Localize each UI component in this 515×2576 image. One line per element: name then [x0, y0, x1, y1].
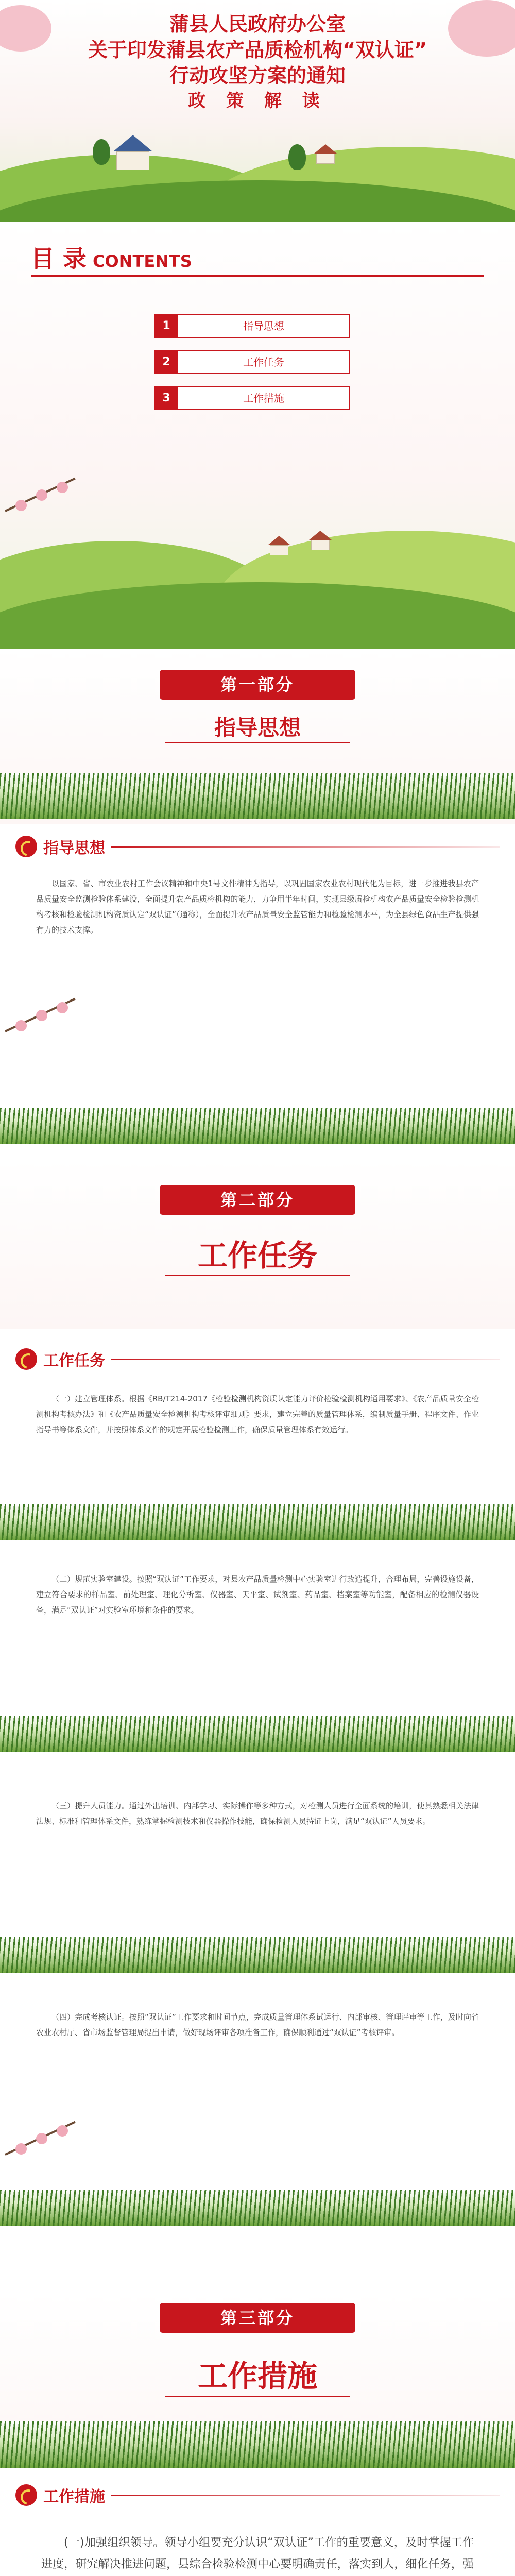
- toc-item-1[interactable]: [154, 314, 350, 338]
- toc-item-label: 工作措施: [178, 386, 350, 410]
- tree-decoration: [93, 139, 110, 165]
- blossom-branch-decoration: [5, 999, 88, 1061]
- house-decoration: [314, 144, 337, 164]
- part1-banner: [0, 649, 515, 824]
- house-decoration: [268, 536, 290, 555]
- part2-subhead-text: 工作任务: [43, 1352, 105, 1370]
- hero-title-line2: 关于印发蒲县农产品质检机构“双认证”: [88, 39, 427, 61]
- subhead-rule: [111, 2495, 500, 2496]
- part2-title-line: [165, 1275, 350, 1276]
- house-decoration: [309, 531, 332, 550]
- hero-title-line3: 行动攻坚方案的通知: [169, 64, 346, 87]
- part2-paragraph-2: （二）规范实验室建设。按照“双认证”工作要求，对县农产品质量检测中心实验室进行改造提升，合理布局，完善设施设备，建立符合要求的样品室、前处理室、理化分析室、仪器室、天平室、试剂室、药品室、档案室等功能室，配备相应的检测仪器设备，满足“双认证”对实验室环境和条件的要求。: [36, 1574, 479, 1615]
- part1-title-line: [165, 742, 350, 743]
- part3-pill: 第三部分: [160, 2303, 355, 2333]
- grass-decoration: [0, 1504, 515, 1540]
- part3-title: 工作措施: [197, 2359, 317, 2394]
- toc-heading-en: CONTENTS: [93, 251, 192, 271]
- hero-banner: [0, 0, 515, 222]
- tree-decoration: [288, 144, 306, 170]
- toc-item-number: 1: [154, 314, 178, 338]
- toc-heading-text: 目 录: [31, 245, 87, 273]
- blossom-branch-decoration: [5, 2123, 88, 2184]
- part2-paragraph-1: （一）建立管理体系。根据《RB/T214-2017《检验检测机构资质认定能力评价检验检测机构通用要求》、《农产品质量安全检测机构考核办法》和《农产品质量安全检测机构考核评审细则》要求，建立完善的质量管理体系，编制质量手册、程序文件、作业指导书等体系文件，并按照体系文件的规定开展检验检测工作，确保质量管理体系有效运行。: [36, 1394, 479, 1434]
- grass-decoration: [0, 1108, 515, 1144]
- part3-banner: [0, 2293, 515, 2468]
- grass-decoration: [0, 1716, 515, 1752]
- house-decoration: [113, 135, 152, 170]
- party-emblem-icon: [15, 2484, 37, 2506]
- toc-item-label: 工作任务: [178, 350, 350, 374]
- blossom-branch-decoration: [5, 479, 88, 541]
- part3-paragraph-1: (一)加强组织领导。领导小组要充分认识“双认证”工作的重要意义，及时掌握工作进度，研究解决推进问题，县综合检验检测中心要明确责任，落实到人，细化任务，强: [41, 2536, 474, 2571]
- part2-paragraph-3: （三）提升人员能力。通过外出培训、内部学习、实际操作等多种方式，对检测人员进行全面系统的培训，使其熟悉相关法律法规、标准和管理体系文件，熟练掌握检测技术和仪器操作技能，确保检测人员持证上岗，满足“双认证”人员要求。: [36, 1801, 479, 1826]
- grass-decoration: [0, 1937, 515, 1973]
- table-of-contents: [0, 222, 515, 649]
- part3-subhead-text: 工作措施: [43, 2488, 105, 2506]
- subhead-rule: [111, 1359, 500, 1360]
- toc-heading: [31, 240, 192, 274]
- part2-title: 工作任务: [197, 1238, 317, 1273]
- part1-pill: 第一部分: [160, 670, 355, 700]
- part1-subhead-text: 指导思想: [43, 839, 105, 857]
- toc-item-number: 3: [154, 386, 178, 410]
- part3-title-line: [165, 2396, 350, 2397]
- part1-subhead: [15, 832, 500, 861]
- hero-title-line4: 政 策 解 读: [188, 91, 327, 111]
- party-emblem-icon: [15, 1348, 37, 1370]
- subhead-rule: [111, 846, 500, 848]
- toc-item-3[interactable]: [154, 386, 350, 410]
- part2-subhead: [15, 1345, 500, 1374]
- grass-decoration: [0, 773, 515, 819]
- part3-subhead-1: [15, 2481, 500, 2510]
- grass-decoration: [0, 2190, 515, 2226]
- hero-title-line1: 蒲县人民政府办公室: [169, 13, 346, 36]
- part2-banner: [0, 1159, 515, 1329]
- part2-paragraph-4: （四）完成考核认证。按照“双认证”工作要求和时间节点，完成质量管理体系试运行、内部审核、管理评审等工作，及时向省农业农村厅、省市场监督管理局提出申请，做好现场评审各项准备工作，确保顺利通过“双认证”考核评审。: [36, 2012, 479, 2037]
- toc-item-label: 指导思想: [178, 314, 350, 338]
- toc-item-2[interactable]: [154, 350, 350, 374]
- part1-title: 指导思想: [214, 715, 301, 740]
- grass-decoration: [0, 2421, 515, 2468]
- toc-rule: [31, 275, 484, 277]
- part2-pill: 第二部分: [160, 1185, 355, 1215]
- part1-paragraph: 以国家、省、市农业农村工作会议精神和中央1号文件精神为指导，以巩固国家农业农村现代化为目标，进一步推进我县农产品质量安全监测检验体系建设，全面提升农产品质检机构的能力，力争用半年时间，实现县级质检机构农产品质量安全检验检测机构考核和检验检测机构资质认定“双认证”（通称），全面提升农产品质量安全监管能力和检验检测水平，为全县绿色食品生产提供强有力的技术支撑。: [36, 879, 479, 935]
- party-emblem-icon: [15, 836, 37, 857]
- toc-item-number: 2: [154, 350, 178, 374]
